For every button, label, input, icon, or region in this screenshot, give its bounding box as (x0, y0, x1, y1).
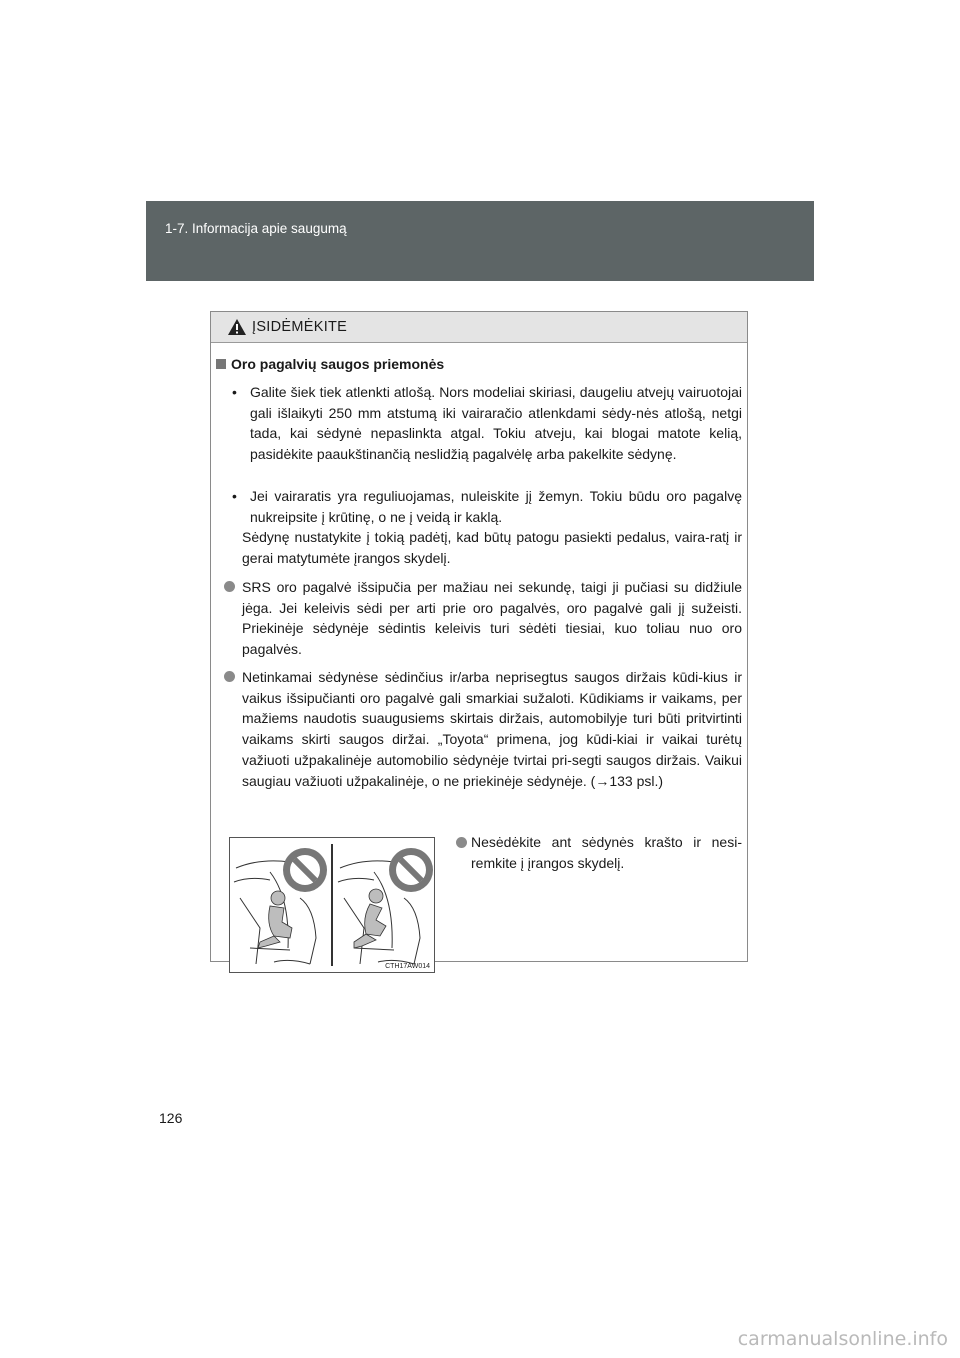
warning-triangle-icon (227, 318, 247, 336)
square-bullet-icon (216, 359, 226, 369)
page-number: 126 (159, 1110, 183, 1126)
section-title: 1-7. Informacija apie saugumą (165, 221, 347, 236)
subsection-title (216, 356, 444, 372)
seat-paragraph: Sėdynę nustatykite į tokią padėtį, kad būtų patogu pasiekti pedalus, vaira-ratį ir gerai matytumėte įrangos skydelį. (242, 529, 742, 566)
list-item (232, 382, 742, 465)
subsection-title-text: Oro pagalvių saugos priemonės (231, 356, 445, 372)
warning-box (210, 311, 748, 970)
watermark: carmanualsonline.info (737, 1328, 948, 1350)
car-seat-illustration (230, 838, 434, 972)
section-header (146, 201, 814, 281)
list-item-text: Netinkamai sėdynėse sėdinčius ir/arba neprisegtus saugos diržais kūdi-kius ir vaikus išsipučianti oro pagalvė gali smarkiai sužaloti. Kūdikiams ir vaikams, per mažiems naudotis suaugusiems skirtais diržais, automobilyje turi būti pritvirtinti vaikams skirti saugos diržai. „Toyota“ primena, jog kūdi-kiai ir vaikai turėtų važiuoti užpakalinėje automobilio sėdynėje tvirtai pri-segti saugos diržais. Vaikui saugiau važiuoti užpakalinėje, o ne priekinėje sėdynėje. (→133 psl.) (242, 669, 742, 789)
warning-header (211, 312, 747, 343)
list-item-text: SRS oro pagalvė išsipučia per mažiau nei sekundę, taigi ji pučiasi su didžiule jėga. Jei keleivis sėdi per arti prie oro pagalvės, oro pagalvė gali jį sužeisti. Priekinėje sėdynėje sėdintis keleivis turi sėdėti tiesiai, kuo toliau nuo oro pagalvės. (242, 579, 742, 658)
list-item-text: Galite šiek tiek atlenkti atlošą. Nors modeliai skiriasi, daugeliu atvejų vairuotojai gali išlaikyti 250 mm atstumą iki vairaračio atlenkdami sėdy-nės atlošą, netgi tada, kai sėdynė nepaslinkta atgal. Tokiu atveju, kai blogai matote kelią, pasidėkite paaukštinančią neslidžią pagalvėlę arba pakelkite sėdynę. (250, 384, 742, 463)
circle-bullet-icon (224, 671, 235, 682)
list-item (224, 577, 742, 660)
bullet-dot-icon: • (232, 384, 237, 400)
side-note-text: Nesėdėkite ant sėdynės krašto ir nesi-remkite į įrangos skydelį. (471, 834, 742, 871)
list-item (224, 667, 742, 791)
side-note (456, 832, 742, 874)
illustration (229, 837, 435, 973)
warning-title: ĮSIDĖMĖKITE (252, 319, 348, 335)
list-item (232, 486, 742, 527)
figure-code: CTH17AW014 (385, 963, 430, 970)
circle-bullet-icon (224, 581, 235, 592)
bullet-dot-icon: • (232, 488, 237, 504)
circle-bullet-icon (456, 837, 467, 848)
list-item-text: Jei vairaratis yra reguliuojamas, nuleiskite jį žemyn. Tokiu būdu oro pagalvę nukreipsite į krūtinę, o ne į veidą ir kaklą. (250, 488, 742, 525)
